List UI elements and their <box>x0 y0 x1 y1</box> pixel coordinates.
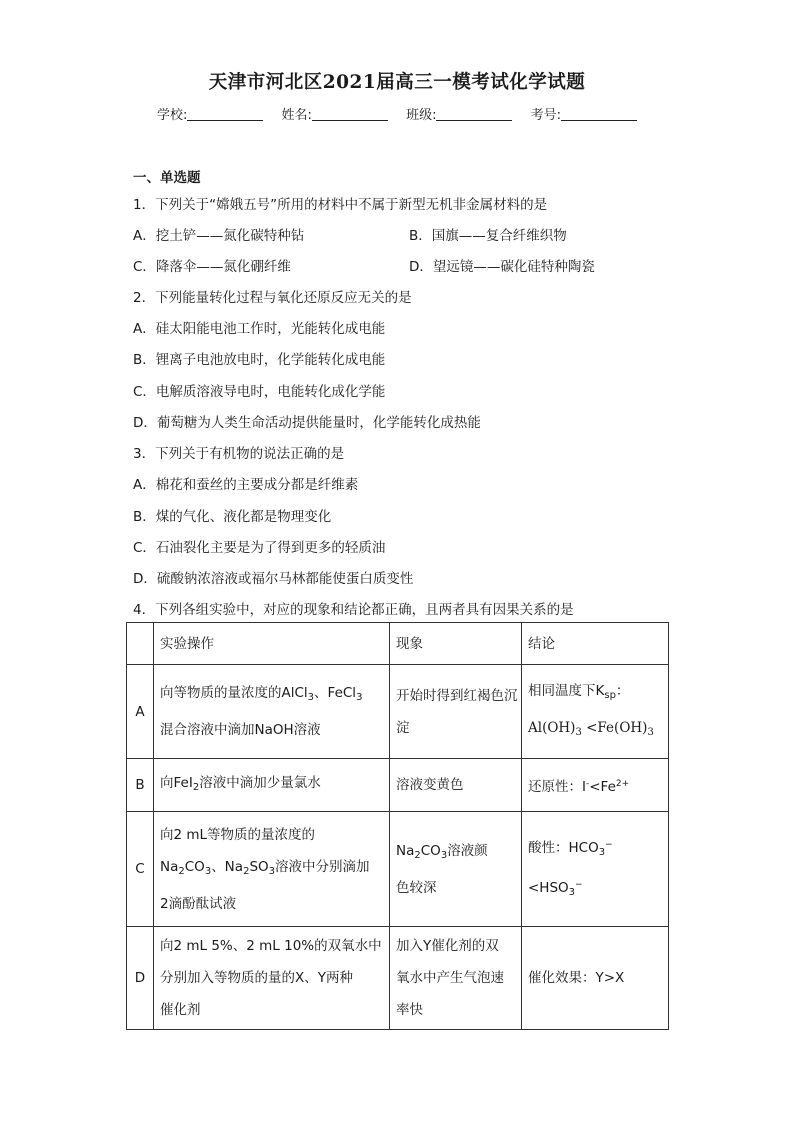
row-a-operation-line2: 混合溶液中滴加NaOH溶液 <box>160 722 321 738</box>
row-a-op-text2: 、FeCl <box>314 685 357 701</box>
row-a-operation <box>154 665 390 759</box>
row-b-label: B <box>127 759 154 812</box>
exam-number-blank[interactable] <box>561 108 637 121</box>
q4-table <box>126 622 669 1030</box>
exam-number-label: 考号: <box>530 108 561 123</box>
q3-stem: 3．下列关于有机物的说法正确的是 <box>133 446 345 462</box>
row-d-phenomenon <box>390 927 522 1030</box>
row-c-conc-sup1: − <box>605 840 613 850</box>
row-d-phenomenon-line2: 氧水中产生气泡速 <box>396 970 504 986</box>
row-a-op-text1: 向等物质的量浓度的AlCl <box>160 685 308 701</box>
table-row-d <box>127 927 669 1030</box>
row-d-operation-line2: 分别加入等物质的量的X、Y两种 <box>160 970 353 986</box>
row-a-operation-line1 <box>160 677 389 714</box>
row-c-op-na2: 、Na <box>211 858 244 875</box>
class-label: 班级: <box>406 108 437 123</box>
school-blank[interactable] <box>187 108 263 121</box>
q2-option-c: C．电解质溶液导电时，电能转化成化学能 <box>133 384 386 400</box>
row-c-phenomenon-line1 <box>396 835 521 872</box>
row-c-operation-line3: 2滴酚酞试液 <box>160 895 237 912</box>
page-title: 天津市河北区2021届高三一模考试化学试题 <box>208 72 586 93</box>
header-conclusion: 结论 <box>522 623 669 665</box>
row-a-conc-sub-sp: sp <box>604 689 616 701</box>
header-operation: 实验操作 <box>154 623 390 665</box>
row-a-label: A <box>127 665 154 759</box>
q1-stem: 1．下列关于“嫦娥五号”所用的材料中不属于新型无机非金属材料的是 <box>133 197 548 213</box>
row-c-conc-hco: 酸性：HCO <box>528 840 599 856</box>
table-header-row <box>127 623 669 665</box>
row-c-ph-sub2: 3 <box>440 849 448 861</box>
row-d-phenomenon-line1: 加入Y催化剂的双 <box>396 938 499 954</box>
row-b-conc-sup2: 2+ <box>615 778 630 789</box>
header-phenomenon: 现象 <box>390 623 522 665</box>
school-label: 学校: <box>157 108 188 123</box>
row-c-conc-sub2: 3 <box>568 887 576 898</box>
row-c-ph-na: Na <box>396 842 415 859</box>
row-c-operation-line2 <box>160 851 389 888</box>
name-label: 姓名: <box>281 108 312 123</box>
q2-option-d: D．葡萄糖为人类生命活动提供能量时，化学能转化成热能 <box>133 415 481 431</box>
row-a-conc-colon: ： <box>615 682 630 699</box>
row-a-conclusion-line2 <box>528 712 668 749</box>
row-c-phenomenon <box>390 812 522 927</box>
class-blank[interactable] <box>436 108 512 121</box>
table-row-c <box>127 812 669 927</box>
row-c-op-na1: Na <box>160 858 179 875</box>
class-field[interactable] <box>406 104 512 123</box>
table-row-a <box>127 665 669 759</box>
name-field[interactable] <box>282 104 388 123</box>
table-row-b <box>127 759 669 812</box>
q1-option-d: D．望远镜——碳化硅特种陶瓷 <box>409 259 595 275</box>
q3-option-b: B．煤的气化、液化都是物理变化 <box>133 509 332 525</box>
q2-option-a: A．硅太阳能电池工作时，光能转化成电能 <box>133 321 386 337</box>
row-d-operation-line1: 向2 mL 5%、2 mL 10%的双氧水中 <box>160 938 382 954</box>
row-b-conc-text1: 还原性：I <box>528 778 586 795</box>
row-c-op-so: SO <box>249 858 269 875</box>
row-a-conc-sub2: 3 <box>647 726 654 738</box>
row-c-op-co: CO <box>184 858 205 875</box>
row-a-conc-aloh: Al(OH) <box>528 719 576 736</box>
row-a-conc-feoh: <Fe(OH) <box>581 719 648 736</box>
section-title: 一、单选题 <box>133 170 201 186</box>
row-c-op-sub4: 3 <box>268 865 276 877</box>
student-info-line <box>0 104 794 123</box>
row-c-conc-sub1: 3 <box>598 847 606 858</box>
row-d-phenomenon-line3: 率快 <box>396 1002 423 1018</box>
row-c-op-sub2: 3 <box>204 865 212 877</box>
row-b-conc-sup1: - <box>585 778 590 789</box>
row-a-conc-sub1: 3 <box>575 726 582 738</box>
row-c-phenomenon-line2: 色较深 <box>396 879 437 896</box>
row-b-op-text1: 向FeI <box>160 774 193 791</box>
q3-option-d: D．硫酸钠浓溶液或福尔马林都能使蛋白质变性 <box>133 571 414 587</box>
q1-option-b: B．国旗——复合纤维织物 <box>409 228 567 244</box>
row-c-operation-line1: 向2 mL等物质的量浓度的 <box>160 826 316 843</box>
row-b-phenomenon: 溶液变黄色 <box>390 759 522 812</box>
row-c-conc-sup2: − <box>575 880 583 890</box>
row-c-ph-co: CO <box>420 842 441 859</box>
row-a-phenomenon: 开始时得到红褐色沉淀 <box>390 665 522 759</box>
q3-option-a: A．棉花和蚕丝的主要成分都是纤维素 <box>133 477 359 493</box>
row-c-ph-tail: 溶液颜 <box>447 842 488 859</box>
q3-option-c: C．石油裂化主要是为了得到更多的轻质油 <box>133 540 386 556</box>
school-field[interactable] <box>157 104 263 123</box>
row-c-conclusion <box>522 812 669 927</box>
row-c-label: C <box>127 812 154 927</box>
row-d-operation <box>154 927 390 1030</box>
q2-stem: 2．下列能量转化过程与氧化还原反应无关的是 <box>133 290 412 306</box>
row-d-operation-line3: 催化剂 <box>160 1002 201 1018</box>
row-a-op-sub2: 3 <box>356 692 363 703</box>
row-b-op-text2: 溶液中滴加少量氯水 <box>199 774 321 791</box>
row-b-conclusion <box>522 759 669 812</box>
header-label-cell <box>127 623 154 665</box>
row-b-op-sub: 2 <box>192 781 200 793</box>
row-b-operation <box>154 759 390 812</box>
row-c-op-tail: 溶液中分别滴加 <box>275 858 370 875</box>
q1-option-a: A．挖土铲——氮化碳特种钻 <box>133 228 305 244</box>
row-d-conclusion: 催化效果：Y>X <box>522 927 669 1030</box>
row-c-ph-sub1: 2 <box>414 849 421 861</box>
row-a-conc-text1: 相同温度下K <box>528 682 605 699</box>
row-a-conclusion-line1 <box>528 675 668 712</box>
row-b-conc-text2: <Fe <box>589 778 616 795</box>
row-c-conc-hso: <HSO <box>528 880 569 896</box>
row-a-op-sub1: 3 <box>307 692 315 703</box>
exam-number-field[interactable] <box>531 104 637 123</box>
q1-option-c: C．降落伞——氮化硼纤维 <box>133 259 291 275</box>
q2-option-b: B．锂离子电池放电时，化学能转化成电能 <box>133 352 386 368</box>
row-c-operation <box>154 812 390 927</box>
name-blank[interactable] <box>312 108 388 121</box>
row-c-op-sub3: 2 <box>243 865 250 877</box>
row-d-label: D <box>127 927 154 1030</box>
row-c-op-sub1: 2 <box>178 865 185 877</box>
row-a-conclusion <box>522 665 669 759</box>
q4-stem: 4．下列各组实验中，对应的现象和结论都正确，且两者具有因果关系的是 <box>133 602 574 618</box>
